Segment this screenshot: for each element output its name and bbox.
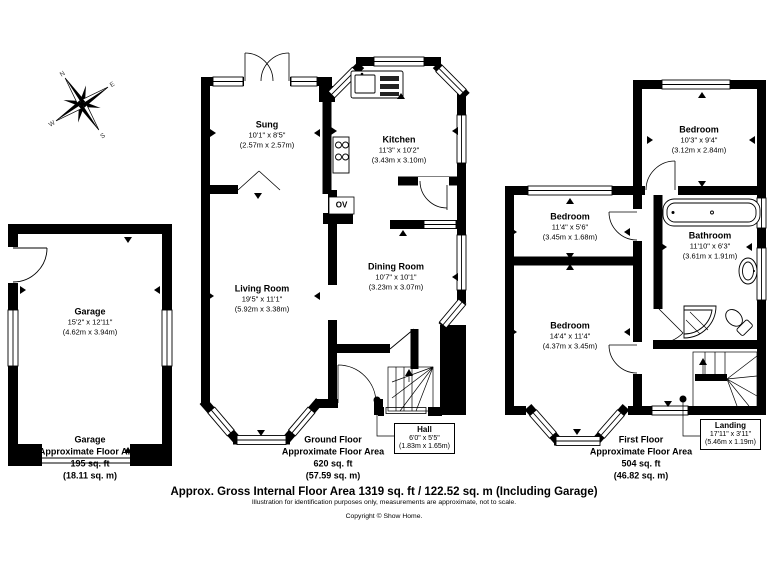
ground-floor-area-label: Ground Floor Approximate Floor Area 620 sq. ft (57.59 sq. m) bbox=[281, 434, 385, 482]
compass-rose bbox=[28, 50, 137, 160]
compass-s-label: S bbox=[99, 132, 107, 141]
living-hall-door bbox=[338, 365, 376, 403]
disclaimer-text: Illustration for identification purposes only, measurements are approximate, not to scale. bbox=[251, 499, 517, 506]
bathroom-label: Bathroom 11'10" x 6'3" (3.61m x 1.91m) bbox=[682, 230, 738, 261]
hall-room-label: Hall 6'0" x 5'5" (1.83m x 1.65m) bbox=[394, 423, 455, 454]
dining-room-label: Dining Room 10'7" x 10'1" (3.23m x 3.07m) bbox=[368, 261, 424, 292]
garage-door-gap bbox=[7, 247, 19, 283]
compass-w-label: W bbox=[47, 119, 57, 129]
compass-e-label: E bbox=[108, 80, 117, 89]
garage-dimension-arrows bbox=[20, 237, 160, 453]
ground-floor-plan bbox=[201, 53, 467, 445]
first-floor-area-label: First Floor Approximate Floor Area 504 sq. ft (46.82 sq. m) bbox=[589, 434, 693, 482]
garage-plan bbox=[7, 229, 172, 467]
bedroom-2-label: Bedroom 11'4" x 5'6" (3.45m x 1.68m) bbox=[542, 211, 598, 242]
footer bbox=[0, 486, 768, 520]
ground-floor-windows bbox=[208, 57, 466, 445]
ground-stairs bbox=[388, 367, 433, 411]
double-doors-sung-living bbox=[238, 171, 280, 190]
landing-label: Landing 17'11" x 3'11" (5.46m x 1.19m) bbox=[700, 419, 761, 450]
wash-basin bbox=[739, 258, 757, 284]
oven-label: OV bbox=[335, 200, 348, 210]
toilet bbox=[722, 306, 753, 337]
bathroom-door bbox=[659, 309, 683, 343]
kitchen-hob bbox=[333, 137, 349, 173]
first-floor-plan bbox=[505, 80, 766, 446]
shower bbox=[684, 306, 716, 338]
front-door bbox=[386, 408, 426, 414]
gross-area-title: Approx. Gross Internal Floor Area 1319 sq. ft / 122.52 sq. m (Including Garage) bbox=[170, 486, 598, 498]
sung-room-label: Sung 10'1" x 8'5" (2.57m x 2.57m) bbox=[239, 119, 295, 150]
bedroom-1-door bbox=[646, 161, 675, 190]
bathtub bbox=[663, 199, 760, 226]
garage-room-label: Garage 15'2" x 12'11" (4.62m x 3.94m) bbox=[62, 306, 118, 337]
bedroom-3-label: Bedroom 14'4" x 11'4" (4.37m x 3.45m) bbox=[542, 320, 598, 351]
copyright-text: Copyright © Show Home. bbox=[345, 513, 423, 520]
kitchen-room-label: Kitchen 11'3" x 10'2" (3.43m x 3.10m) bbox=[371, 134, 427, 165]
kitchen-sink bbox=[351, 71, 403, 98]
living-room-label: Living Room 19'5" x 11'1" (5.92m x 3.38m) bbox=[234, 283, 290, 314]
bedroom-1-label: Bedroom 10'3" x 9'4" (3.12m x 2.84m) bbox=[671, 124, 727, 155]
garage-area-label: Garage Approximate Floor Area 195 sq. ft (18.11 sq. m) bbox=[38, 434, 142, 482]
compass-n-label: N bbox=[58, 70, 67, 79]
dining-hall-door bbox=[390, 329, 414, 349]
